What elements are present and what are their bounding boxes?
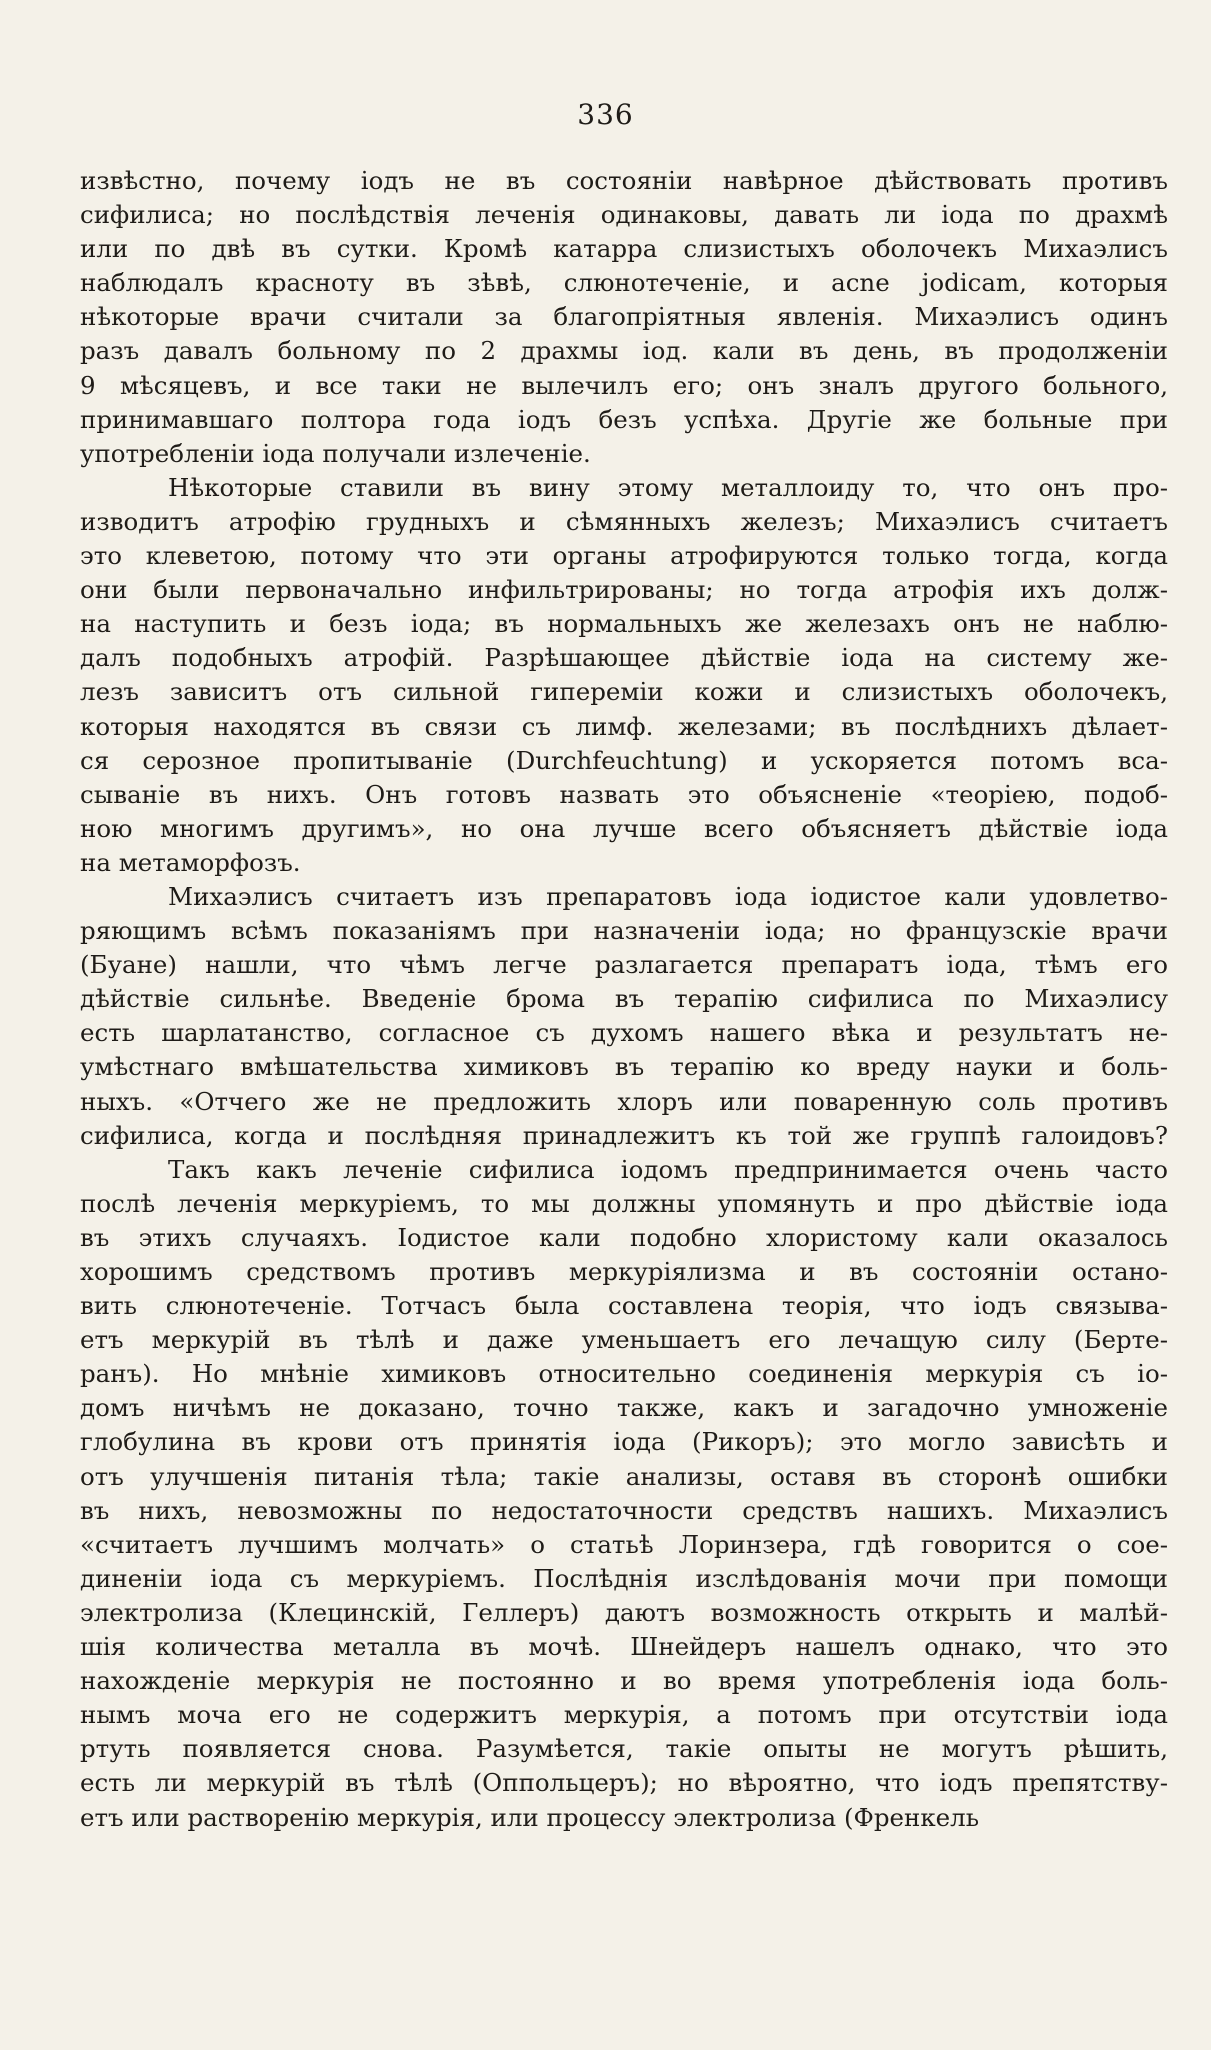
text-line: электролиза (Клецинскій, Геллеръ) даютъ возможность открыть и малѣй- (80, 1597, 1168, 1627)
text-line: разъ давалъ больному по 2 драхмы іод. кали въ день, въ продолженіи (80, 336, 1168, 366)
text-line: (Буане) нашли, что чѣмъ легче разлагается препаратъ іода, тѣмъ его (80, 950, 1168, 980)
text-line: изводитъ атрофію грудныхъ и сѣмянныхъ железъ; Михаэлисъ считаетъ (80, 506, 1168, 536)
text-line: на наступить и безъ іода; въ нормальныхъ же железахъ онъ не наблю- (80, 609, 1168, 639)
text-line: отъ улучшенія питанія тѣла; такіе анализы, оставя въ сторонѣ ошибки (80, 1461, 1168, 1491)
text-line: етъ меркурій въ тѣлѣ и даже уменьшаетъ его лечащую силу (Берте- (80, 1325, 1168, 1355)
text-line: наблюдалъ красноту въ зѣвѣ, слюнотеченіе, и acne jodicam, которыя (80, 268, 1168, 298)
text-line: нахожденіе меркурія не постоянно и во время употребленія іода боль- (80, 1666, 1168, 1696)
text-line: сифилиса, когда и послѣдняя принадлежитъ къ той же группѣ галоидовъ? (80, 1120, 1168, 1150)
text-line: сываніе въ нихъ. Онъ готовъ назвать это объясненіе «теоріею, подоб- (80, 779, 1168, 809)
paragraph-start-line: Нѣкоторые ставили въ вину этому металлоиду то, что онъ про- (168, 472, 1168, 502)
text-line: етъ или растворенію меркурія, или процессу электролиза (Френкель (80, 1802, 980, 1832)
text-line: диненіи іода съ меркуріемъ. Послѣднія изслѣдованія мочи при помощи (80, 1563, 1168, 1593)
text-line: дѣйствіе сильнѣе. Введеніе брома въ терапію сифилиса по Михаэлису (80, 984, 1168, 1014)
text-line: ранъ). Но мнѣніе химиковъ относительно соединенія меркурія съ іо- (80, 1359, 1168, 1389)
text-line: или по двѣ въ сутки. Кромѣ катарра слизистыхъ оболочекъ Михаэлисъ (80, 234, 1168, 264)
text-line: которыя находятся въ связи съ лимф. железами; въ послѣднихъ дѣлает- (80, 711, 1168, 741)
text-line: сифилиса; но послѣдствія леченія одинаковы, давать ли іода по драхмѣ (80, 200, 1168, 230)
text-line: извѣстно, почему іодъ не въ состояніи навѣрное дѣйствовать противъ (80, 166, 1168, 195)
text-line: нымъ моча его не содержитъ меркурія, а потомъ при отсутствіи іода (80, 1700, 1168, 1730)
text-line: «считаетъ лучшимъ молчать» о статьѣ Лоринзера, гдѣ говорится о сое- (80, 1529, 1168, 1559)
text-line: ряющимъ всѣмъ показаніямъ при назначеніи іода; но французскіе врачи (80, 916, 1168, 946)
text-line: они были первоначально инфильтрированы; но тогда атрофія ихъ долж- (80, 575, 1168, 605)
text-line: умѣстнаго вмѣшательства химиковъ въ терапію ко вреду науки и боль- (80, 1052, 1168, 1082)
text-line: послѣ леченія меркуріемъ, то мы должны упомянуть и про дѣйствіе іода (80, 1188, 1168, 1218)
text-line: ртуть появляется снова. Разумѣется, такіе опыты не могутъ рѣшить, (80, 1734, 1168, 1764)
text-line: вить слюнотеченіе. Тотчасъ была составлена теорія, что іодъ связыва- (80, 1291, 1168, 1321)
text-line: есть ли меркурій въ тѣлѣ (Оппольцеръ); но вѣроятно, что іодъ препятству- (80, 1768, 1168, 1798)
text-line: домъ ничѣмъ не доказано, точно также, какъ и загадочно умноженіе (80, 1393, 1168, 1423)
text-line: нѣкоторые врачи считали за благопріятныя явленія. Михаэлисъ одинъ (80, 302, 1168, 332)
text-line: есть шарлатанство, согласное съ духомъ нашего вѣка и результатъ не- (80, 1018, 1168, 1048)
paragraph-start-line: Такъ какъ леченіе сифилиса іодомъ предпринимается очень часто (168, 1154, 1168, 1184)
paragraph-start-line: Михаэлисъ считаетъ изъ препаратовъ іода іодистое кали удовлетво- (168, 881, 1168, 911)
text-line: ныхъ. «Отчего же не предложить хлоръ или поваренную соль противъ (80, 1086, 1168, 1116)
text-line: ною многимъ другимъ», но она лучше всего объясняетъ дѣйствіе іода (80, 813, 1168, 843)
text-line: въ нихъ, невозможны по недостаточности средствъ нашихъ. Михаэлисъ (80, 1495, 1168, 1525)
text-line: ся серозное пропитываніе (Durchfeuchtung) и ускоряется потомъ вса- (80, 745, 1168, 775)
text-line: употребленіи іода получали излеченіе. (80, 438, 591, 468)
body-text (80, 164, 1168, 1835)
text-line: лезъ зависитъ отъ сильной гипереміи кожи и слизистыхъ оболочекъ, (80, 677, 1168, 707)
text-line: въ этихъ случаяхъ. Іодистое кали подобно хлористому кали оказалось (80, 1222, 1168, 1252)
text-line: глобулина въ крови отъ принятія іода (Рикоръ); это могло зависѣть и (80, 1427, 1168, 1457)
text-line: шія количества металла въ мочѣ. Шнейдеръ нашелъ однако, что это (80, 1632, 1168, 1662)
text-line: принимавшаго полтора года іодъ безъ успѣха. Другіе же больные при (80, 404, 1168, 434)
text-line: это клеветою, потому что эти органы атрофируются только тогда, когда (80, 541, 1168, 571)
text-line: 9 мѣсяцевъ, и все таки не вылечилъ его; онъ зналъ другого больного, (80, 370, 1168, 400)
text-line: хорошимъ средствомъ противъ меркуріялизма и въ состояніи остано- (80, 1257, 1168, 1286)
text-line: далъ подобныхъ атрофій. Разрѣшающее дѣйствіе іода на систему же- (80, 643, 1168, 673)
page-number: 336 (577, 98, 634, 131)
text-line: на метаморфозъ. (80, 847, 301, 877)
